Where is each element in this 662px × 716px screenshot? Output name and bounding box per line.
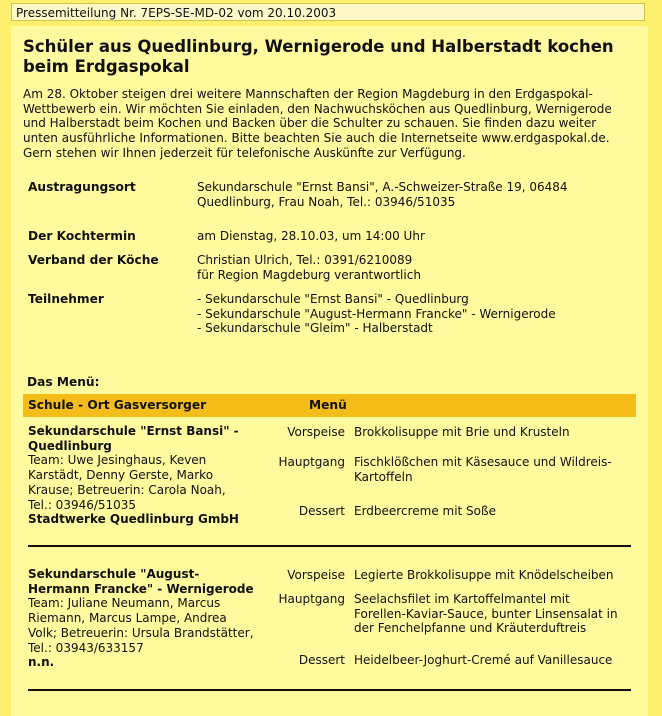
menu-heading: Das Menü: (27, 375, 100, 389)
dish-line: Brokkolisuppe mit Brie und Krusteln (354, 425, 570, 439)
association-line: für Region Magdeburg verantwortlich (197, 267, 421, 282)
course-label: Dessert (298, 504, 345, 518)
course-label: Dessert (298, 653, 345, 667)
association-line: Christian Ulrich, Tel.: 0391/6210089 (197, 253, 413, 267)
team-line: Karstädt, Denny Gerste, Marko (28, 468, 214, 483)
team-line: Tel.: 03946/51035 (28, 497, 137, 512)
participants-list (197, 292, 637, 336)
dish (354, 592, 634, 636)
dish-line: Seelachsfilet im Kartoffelmantel mit (354, 592, 570, 606)
team-line: Riemann, Marcus Lampe, Andrea (28, 611, 227, 626)
course-label: Hauptgang (278, 592, 345, 606)
school-name-line: Sekundarschule "Ernst Bansi" - (28, 424, 239, 438)
dish-line: der Fenchelpfanne und Kräuterduftreis (354, 621, 587, 636)
intro-line: und Halberstadt beim Kochen und Backen über die Schulter zu schauen. Sie finden dazu weiter (23, 116, 597, 131)
date-value: am Dienstag, 28.10.03, um 14:00 Uhr (197, 229, 425, 243)
dish-line: Forellen-Kaviar-Sauce, bunter Linsensalat in (354, 606, 618, 621)
dish (354, 425, 634, 440)
article-card (11, 26, 648, 716)
dish (354, 568, 634, 583)
team-line: Krause; Betreuerin: Carola Noah, (28, 482, 226, 497)
team-line: Volk; Betreuerin: Ursula Brandstätter, (28, 625, 254, 640)
intro-line: Am 28. Oktober steigen drei weitere Mannschaften der Region Magdeburg in den Erdgaspokal- (23, 87, 593, 101)
association-label: Verband der Köche (28, 253, 159, 267)
dish-line: Kartoffeln (354, 469, 413, 484)
dish (354, 455, 634, 484)
date-label: Der Kochtermin (28, 229, 136, 243)
article-title: Schüler aus Quedlinburg, Wernigerode und Halberstadt kochen beim Erdgaspokal (23, 37, 614, 76)
association-value (197, 253, 637, 282)
team-line: Tel.: 03943/633157 (28, 640, 144, 655)
school-name-line: Quedlinburg (28, 438, 112, 453)
dish-line: Heidelbeer-Joghurt-Cremé auf Vanillesauce (354, 653, 613, 667)
participant-item: - Sekundarschule "Gleim" - Halberstadt (197, 321, 433, 336)
press-release-line: Pressemitteilung Nr. 7EPS-SE-MD-02 vom 20.10.2003 (11, 3, 645, 21)
participant-item: - Sekundarschule "August-Hermann Francke" - Wernigerode (197, 306, 556, 321)
gas-supplier: n.n. (28, 655, 55, 670)
venue-line: Quedlinburg, Frau Noah, Tel.: 03946/51035 (197, 194, 456, 209)
school-name-line: Sekundarschule "August- (28, 567, 200, 581)
intro-line: Wettbewerb ein. Wir möchten Sie einladen, den Nachwuchsköchen aus Quedlinburg, Wernigerode (23, 101, 612, 116)
dish-line: Fischklößchen mit Käsesauce und Wildreis- (354, 455, 612, 469)
venue-value (197, 180, 637, 209)
col-school-header: Schule - Ort Gasversorger (28, 398, 207, 412)
participant-item: - Sekundarschule "Ernst Bansi" - Quedlinburg (197, 292, 469, 306)
dish (354, 504, 634, 519)
venue-label: Austragungsort (28, 180, 136, 194)
entry-divider (28, 545, 631, 547)
school-name-line: Hermann Francke" - Wernigerode (28, 581, 254, 596)
participants-label: Teilnehmer (28, 292, 104, 306)
intro-line: Gern stehen wir Ihnen jederzeit für telefonische Auskünfte zur Verfügung. (23, 145, 466, 160)
article-intro (23, 87, 638, 161)
entry-divider (28, 689, 631, 691)
dish-line: Erdbeercreme mit Soße (354, 504, 496, 518)
team-line: Team: Juliane Neumann, Marcus (28, 596, 221, 611)
venue-line: Sekundarschule "Ernst Bansi", A.-Schweizer-Straße 19, 06484 (197, 180, 568, 194)
course-label: Vorspeise (287, 568, 345, 582)
dish-line: Legierte Brokkolisuppe mit Knödelscheiben (354, 568, 614, 582)
menu-table-header (23, 394, 636, 417)
gas-supplier: Stadtwerke Quedlinburg GmbH (28, 512, 239, 527)
course-label: Hauptgang (278, 455, 345, 469)
dish (354, 653, 634, 668)
intro-line: unten ausführliche Informationen. Bitte beachten Sie auch die Internetseite www.erdgaspokal.de. (23, 131, 610, 146)
team-line: Team: Uwe Jesinghaus, Keven (28, 453, 207, 468)
col-menu-header: Menü (309, 398, 347, 412)
course-label: Vorspeise (287, 425, 345, 439)
